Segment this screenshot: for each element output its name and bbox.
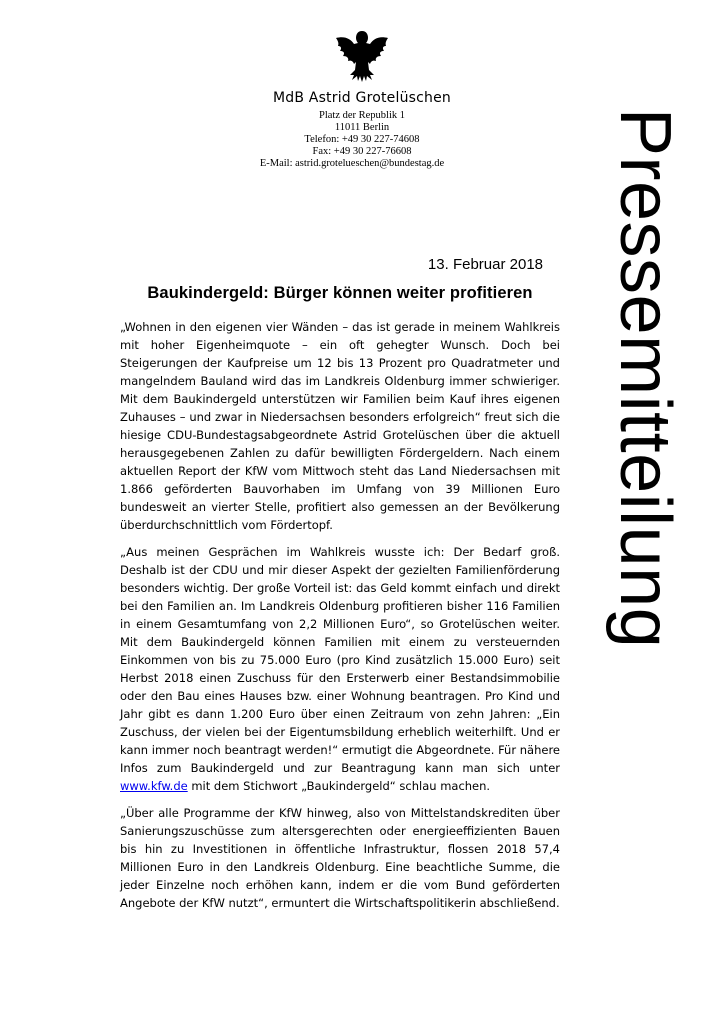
- sender-phone: Telefon: +49 30 227-74608: [304, 134, 420, 145]
- sender-address: Platz der Republik 1: [318, 110, 406, 121]
- federal-eagle-logo: [332, 28, 392, 84]
- kfw-website-link[interactable]: www.kfw.de: [120, 779, 188, 793]
- paragraph-3: „Über alle Programme der KfW hinweg, also von Mittelstandskrediten über Sanierungszuschüsse zum altersgerechten oder energieeffizienten Bauen bis hin zu Investitionen in öffentliche Infrastruktur, flossen 2018 57,4 Millionen Euro in den Landkreis Oldenburg. Eine beachtliche Summe, die jeder Einzelne noch erhöhen kann, indem er die vom Bund geförderten Angebote der KfW nutzt“, ermuntert die Wirtschaftspolitikerin abschließend.: [120, 806, 560, 910]
- paragraph-2-text-end: mit dem Stichwort „Baukindergeld“ schlau machen.: [191, 779, 491, 793]
- document-type-vertical-title: Pressemitteilung: [605, 108, 685, 649]
- release-date: 13. Februar 2018: [427, 256, 543, 273]
- sender-email: E-Mail: astrid.grotelueschen@bundestag.de: [259, 158, 445, 169]
- press-release-headline: Baukindergeld: Bürger können weiter profitieren: [147, 284, 533, 302]
- sender-fax: Fax: +49 30 227-76608: [312, 146, 412, 157]
- paragraph-2: [120, 543, 560, 795]
- sender-city: 11011 Berlin: [334, 122, 390, 133]
- sender-name: MdB Astrid Grotelüschen: [272, 90, 452, 106]
- paragraph-1: „Wohnen in den eigenen vier Wänden – das ist gerade in meinem Wahlkreis mit hoher Eigenheimquote – ein oft gehegter Wunsch. Doch bei Steigerungen der Kaufpreise um 12 bis 13 Prozent pro Quadratmeter und mangelndem Bauland wird das im Landkreis Oldenburg immer schwieriger. Mit dem Baukindergeld unterstützen wir Familien beim Kauf ihres eigenen Zuhauses – und zwar in Niedersachsen besonders erfolgreich“ freut sich die hiesige CDU-Bundestagsabgeordnete Astrid Grotelüschen über die aktuell herausgegebenen Zahlen zu dafür bewilligten Fördergeldern. Nach einem aktuellen Report der KfW vom Mittwoch steht das Land Niedersachsen mit 1.866 geförderten Bauvorhaben im Umfang von 39 Millionen Euro bundesweit an vierter Stelle, profitiert also gemessen an der Bevölkerung überdurchschnittlich vom Fördertopf.: [120, 320, 560, 532]
- paragraph-2-text: „Aus meinen Gesprächen im Wahlkreis wusste ich: Der Bedarf groß. Deshalb ist der CDU und mir dieser Aspekt der gezielten Familienförderung besonders wichtig. Der große Vorteil ist: das Geld kommt einfach und direkt bei den Familien an. Im Landkreis Oldenburg profitieren bisher 116 Familien in einem Gesamtumfang von 2,2 Millionen Euro“, so Grotelüschen weiter. Mit dem Baukindergeld können Familien mit einem zu versteuernden Einkommen von bis zu 75.000 Euro (pro Kind zusätzlich 15.000 Euro) seit Herbst 2018 einen Zuschuss für den Ersterwerb einer Bestandsimmobilie oder den Bau eines Hauses bzw. einer Wohnung beantragen. Pro Kind und Jahr gibt es dann 1.200 Euro über einen Zeitraum von zehn Jahren: „Ein Zuschuss, der vielen bei der Eigentumsbildung erheblich weiterhilft. Und er kann immer noch beantragt werden!“ ermutigt die Abgeordnete. Für nähere Infos zum Baukindergeld und zur Beantragung kann man sich unter: [120, 545, 560, 775]
- press-release-body: [120, 318, 560, 921]
